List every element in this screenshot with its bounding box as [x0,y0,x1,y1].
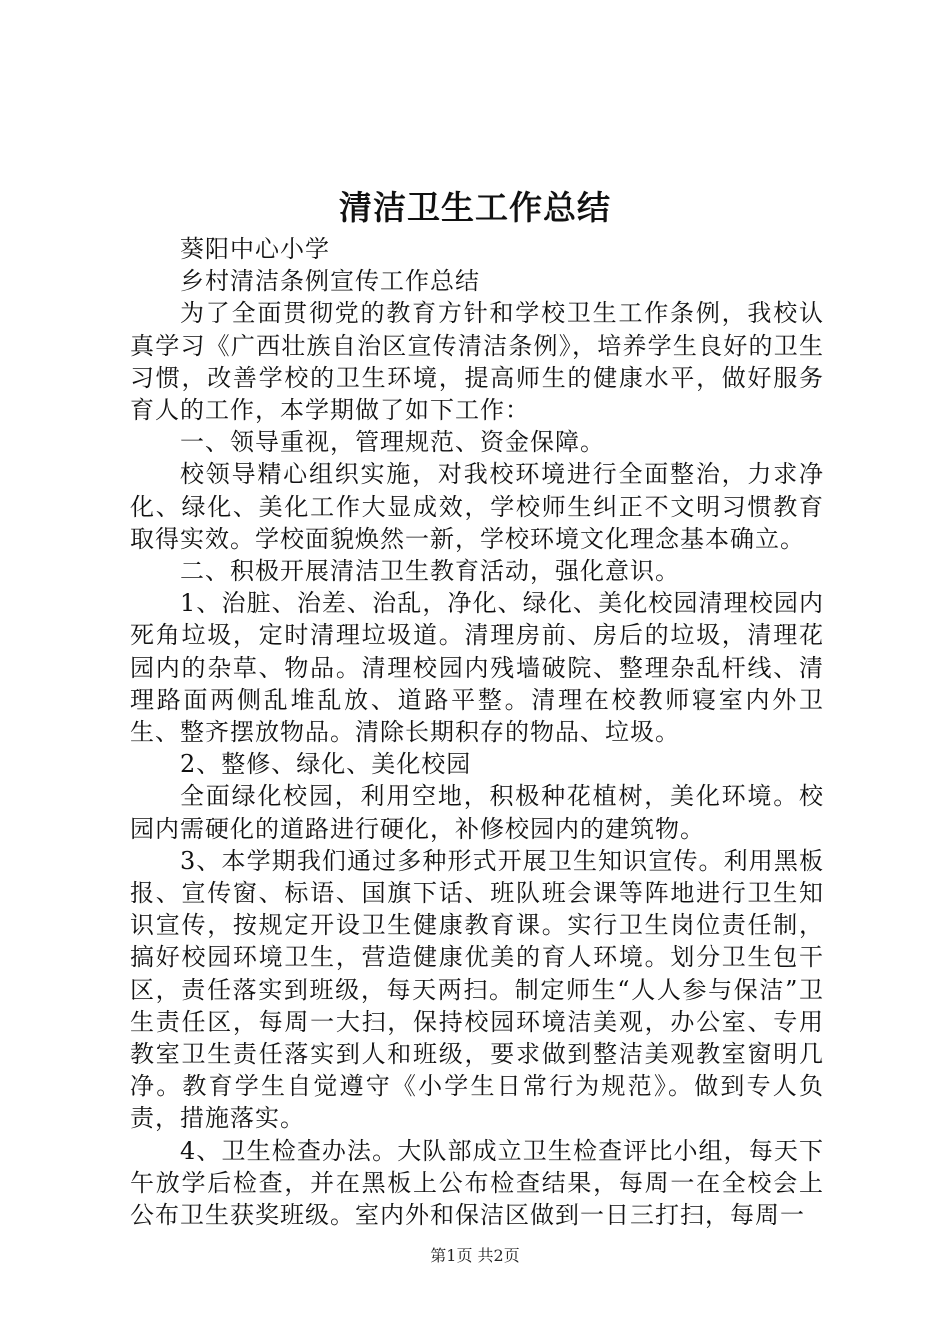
school-name: 葵阳中心小学 [180,235,330,263]
paragraph-item-1: 1、治脏、治差、治乱，净化、绿化、美化校园清理校园内死角垃圾，定时清理垃圾道。清理房前、房后的垃圾，清理花园内的杂草、物品。清理校园内残墙破院、整理杂乱杆线、清理路面两侧乱堆乱放、道路平整。清理在校教师寝室内外卫生、整齐摆放物品。清除长期积存的物品、垃圾。 [130,589,824,747]
paragraph-item-2: 全面绿化校园，利用空地，积极种花植树，美化环境。校园内需硬化的道路进行硬化，补修校园内的建筑物。 [130,782,824,843]
paragraph-item-3: 3、本学期我们通过多种形式开展卫生知识宣传。利用黑板报、宣传窗、标语、国旗下话、班队班会课等阵地进行卫生知识宣传，按规定开设卫生健康教育课。实行卫生岗位责任制，搞好校园环境卫生，营造健康优美的育人环境。划分卫生包干区，责任落实到班级，每天两扫。制定师生“人人参与保洁”卫生责任区，每周一大扫，保持校园环境洁美观，办公室、专用教室卫生责任落实到人和班级，要求做到整洁美观教室窗明几净。教育学生自觉遵守《小学生日常行为规范》。做到专人负责，措施落实。 [130,846,824,1133]
paragraph-intro: 为了全面贯彻党的教育方针和学校卫生工作条例，我校认真学习《广西壮族自治区宣传清洁条例》，培养学生良好的卫生习惯，改善学校的卫生环境，提高师生的健康水平，做好服务育人的工作，本学期做了如下工作： [130,299,824,425]
subtitle: 乡村清洁条例宣传工作总结 [180,267,480,296]
document-title: 清洁卫生工作总结 [339,188,611,227]
document-body [130,233,824,1231]
heading-section-2: 二、积极开展清洁卫生教育活动，强化意识。 [180,557,680,586]
heading-section-1: 一、领导重视，管理规范、资金保障。 [180,428,605,457]
paragraph-item-4: 4、卫生检查办法。大队部成立卫生检查评比小组，每天下午放学后检查，并在黑板上公布检查结果，每周一在全校会上公布卫生获奖班级。室内外和保洁区做到一日三打扫，每周一 [130,1136,824,1230]
paragraph-section-1: 校领导精心组织实施，对我校环境进行全面整治，力求净化、绿化、美化工作大显成效，学校师生纠正不文明习惯教育取得实效。学校面貌焕然一新，学校环境文化理念基本确立。 [130,460,824,553]
heading-item-2: 2、整修、绿化、美化校园 [180,750,472,779]
page-number-footer: 第1页 共2页 [430,1246,520,1265]
